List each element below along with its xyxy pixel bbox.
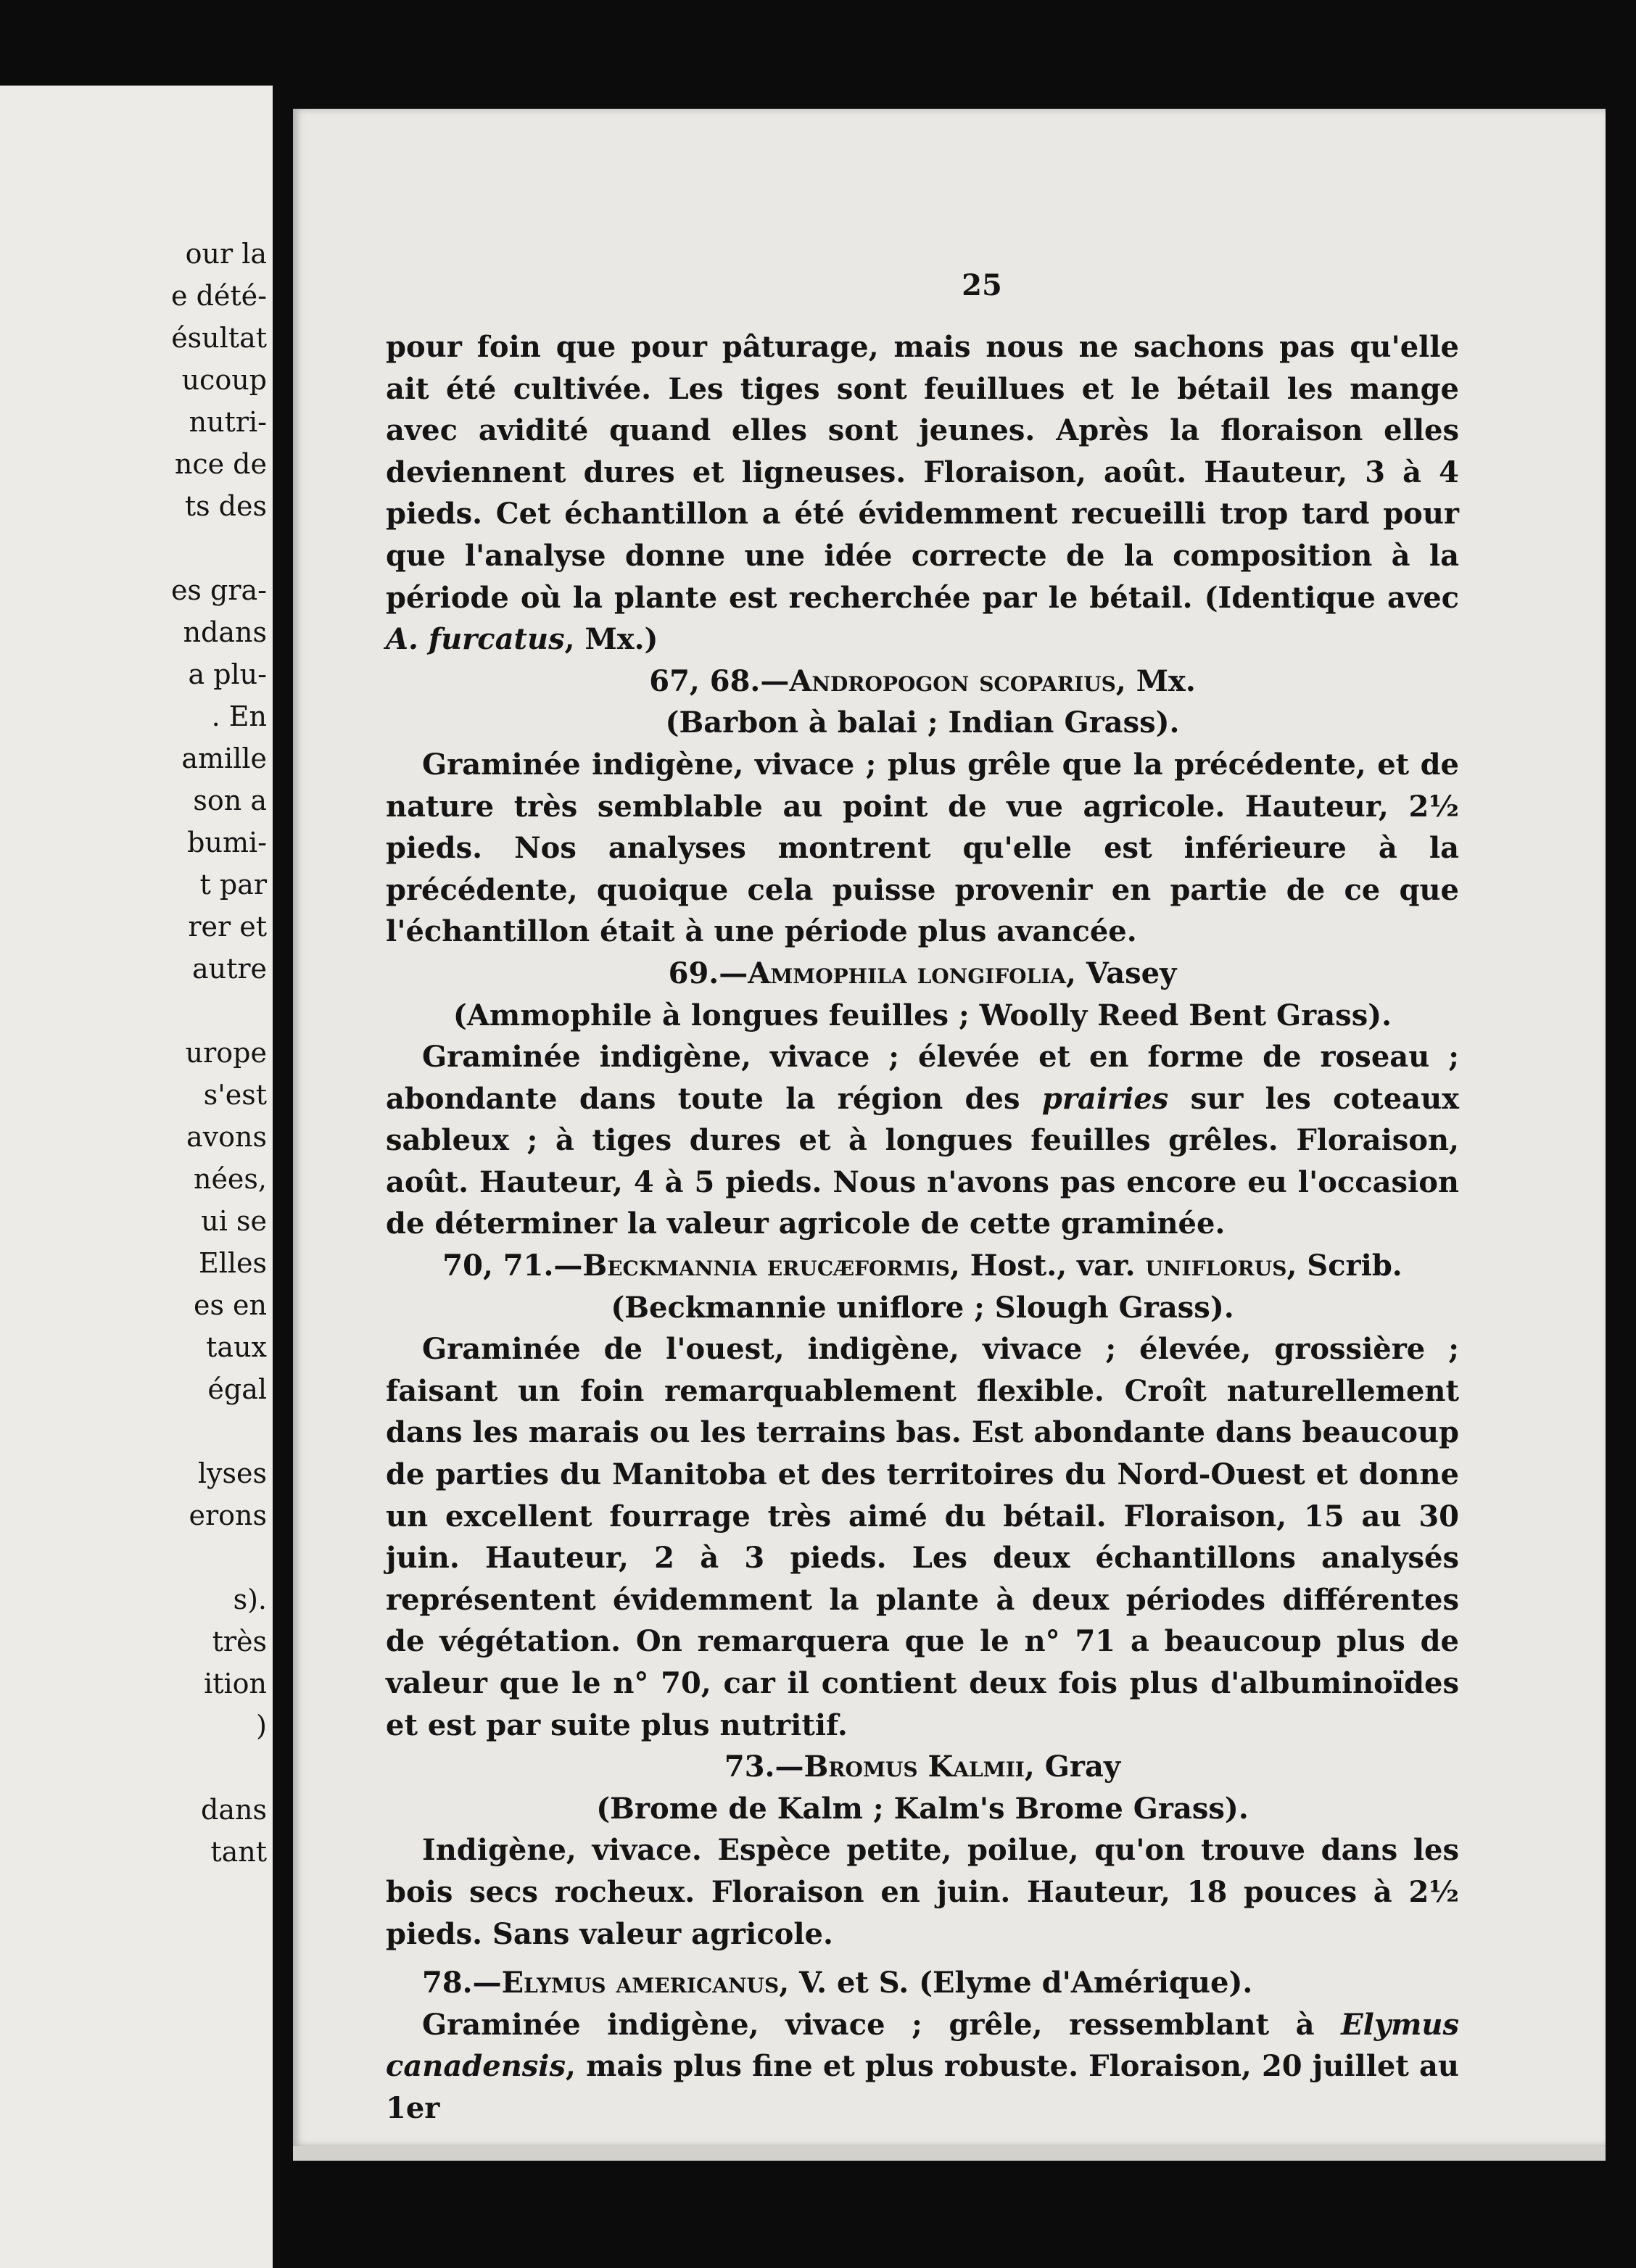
paragraph-continuation [386,326,1459,661]
paragraph-text: Graminée indigène, vivace ; grêle, ressemblant à [422,2007,1342,2042]
left-page-text-fragment: urope [185,1037,267,1069]
paragraph: Indigène, vivace. Espèce petite, poilue, qu'on trouve dans les bois secs rocheux. Floraison en juin. Hauteur, 18 pouces à 2½ pieds. Sans valeur agricole. [386,1833,1459,1951]
left-page-text-fragment: . En [211,700,267,732]
entry-heading-73 [386,1746,1459,1788]
species-name: Bromus Kalmii [803,1750,1025,1784]
species-author: , Gray [1024,1750,1121,1784]
left-page-text-fragment: avons [186,1121,267,1153]
paragraph-text: pour foin que pour pâturage, mais nous ne sachons pas qu'elle ait été cultivée. Les tiges sont feuillues et le bétail les mange avec avidité quand elles sont jeunes. Après la floraison elles deviennent dures et ligneuses. Floraison, août. Hauteur, 3 à 4 pieds. Cet échantillon a été évidemment recueilli trop tard pour que l'analyse donne une idée correcte de la composition à la période où la plante est recherchée par le bétail. (Identique avec [386,330,1459,615]
paragraph-text: sur les coteaux sableux ; à tiges dures et à longues feuilles grêles. Floraison, août. Hauteur, 4 à 5 pieds. Nous n'avons pas encore eu l'occasion de déterminer la valeur agricole de cette graminée. [386,1081,1459,1241]
page-number: 25 [962,268,1002,302]
left-page-text-fragment: Elles [198,1247,267,1279]
left-page-text-fragment: son a [193,785,267,816]
common-name: (Barbon à balai ; Indian Grass). [665,705,1180,740]
paragraph: Graminée indigène, vivace ; plus grêle que la précédente, et de nature très semblable au point de vue agricole. Hauteur, 2½ pieds. Nos analyses montrent qu'elle est inférieure à la précédente, quoique cela puisse provenir en partie de ce que l'échantillon était à une période plus avancée. [386,747,1459,949]
left-page-text-fragment: taux [206,1331,267,1363]
common-name: (Beckmannie uniflore ; Slough Grass). [611,1290,1234,1325]
entry-number: 67, 68.— [649,663,790,698]
left-page-text-fragment: t par [199,869,267,901]
species-name: Ammophila longifolia [748,956,1067,990]
left-page-text-fragment: bumi- [187,827,267,858]
previous-page-edge [0,86,273,2268]
left-page-text-fragment: égal [207,1373,267,1405]
left-page-text-fragment: nées, [193,1163,267,1195]
species-italic: A. furcatus [386,622,565,657]
left-page-text-fragment: ition [204,1668,267,1700]
entry-number: 78.— [422,1966,502,2000]
left-page-text-fragment: dans [201,1794,267,1826]
common-name: (Ammophile à longues feuilles ; Woolly Reed Bent Grass). [453,998,1392,1032]
left-page-text-fragment: ) [256,1710,267,1742]
paragraph [386,2004,1459,2130]
left-page-text-fragment: tant [210,1836,267,1868]
entry-number: 69.— [668,956,748,990]
left-page-text-fragment: amille [181,742,267,774]
species-author: , Vasey [1066,956,1177,990]
species-author: , Scrib. [1286,1249,1402,1283]
left-page-text-fragment: e dété- [171,280,267,312]
species-author: , Mx. [1115,663,1196,698]
paragraph-text: , mais plus fine et plus robuste. Floraison, 20 juillet au 1er [386,2049,1459,2125]
left-page-text-fragment: autre [191,953,267,985]
paragraph: Graminée de l'ouest, indigène, vivace ; élevée, grossière ; faisant un foin remarquablement flexible. Croît naturellement dans les marais ou les terrains bas. Est abondante dans beaucoup de parties du Manitoba et des territoires du Nord-Ouest et donne un excellent fourrage très aimé du bétail. Floraison, 15 au 30 juin. Hauteur, 2 à 3 pieds. Les deux échantillons analysés représentent évidemment la plante à deux périodes différentes de végétation. On remarquera que le n° 71 a beaucoup plus de valeur que le n° 70, car il contient deux fois plus d'albuminoïdes et est par suite plus nutritif. [386,1332,1459,1742]
left-page-text-fragment: our la [185,238,267,270]
left-page-text-fragment: erons [189,1499,267,1531]
left-page-text-fragment: ucoup [181,364,267,396]
species-author: , Host., var. [949,1249,1146,1283]
paragraph-text: Graminée indigène, vivace ; élevée et en forme de roseau ; abondante dans toute la région des [386,1040,1459,1116]
species-author: , V. et S. (Elyme d'Amérique). [779,1966,1253,2000]
italic-word: prairies [1041,1081,1169,1116]
species-name: Elymus americanus [501,1966,780,2000]
entry-heading-78 [386,1962,1459,2004]
page-bottom-edge [293,2146,1606,2161]
left-page-text-fragment: nutri- [189,406,267,438]
book-page [293,109,1606,2146]
paragraph [386,1036,1459,1245]
left-page-text-fragment: es gra- [170,574,267,606]
left-page-text-fragment: nce de [174,448,267,480]
left-page-text-fragment: rer et [188,911,267,943]
left-page-text-fragment: a plu- [188,658,267,690]
entry-heading-67-68 [386,661,1459,703]
left-page-text-fragment: ésultat [171,322,267,354]
common-name: (Brome de Kalm ; Kalm's Brome Grass). [596,1791,1249,1826]
entry-number: 70, 71.— [442,1249,583,1283]
entry-heading-69 [386,953,1459,995]
entry-number: 73.— [724,1750,804,1784]
entry-heading-70-71 [386,1245,1459,1287]
left-page-text-fragment: ndans [183,616,267,648]
paragraph-text: , Mx.) [564,622,658,657]
left-page-text-fragment: ui se [201,1205,267,1237]
species-name: Beckmannia erucæformis [582,1249,950,1283]
species-italic: Elymus canadensis [386,2007,1459,2084]
left-page-text-fragment: es en [193,1289,267,1321]
left-page-text-fragment: lyses [197,1457,267,1489]
left-page-text-fragment: s'est [203,1079,267,1111]
page-text [386,326,1459,2130]
left-page-text-fragment: très [212,1626,267,1657]
left-page-text-fragment: s). [233,1584,267,1615]
left-page-text-fragment: ts des [184,490,267,522]
species-name: Andropogon scoparius [789,663,1116,698]
variety-name: uniflorus [1145,1249,1287,1283]
